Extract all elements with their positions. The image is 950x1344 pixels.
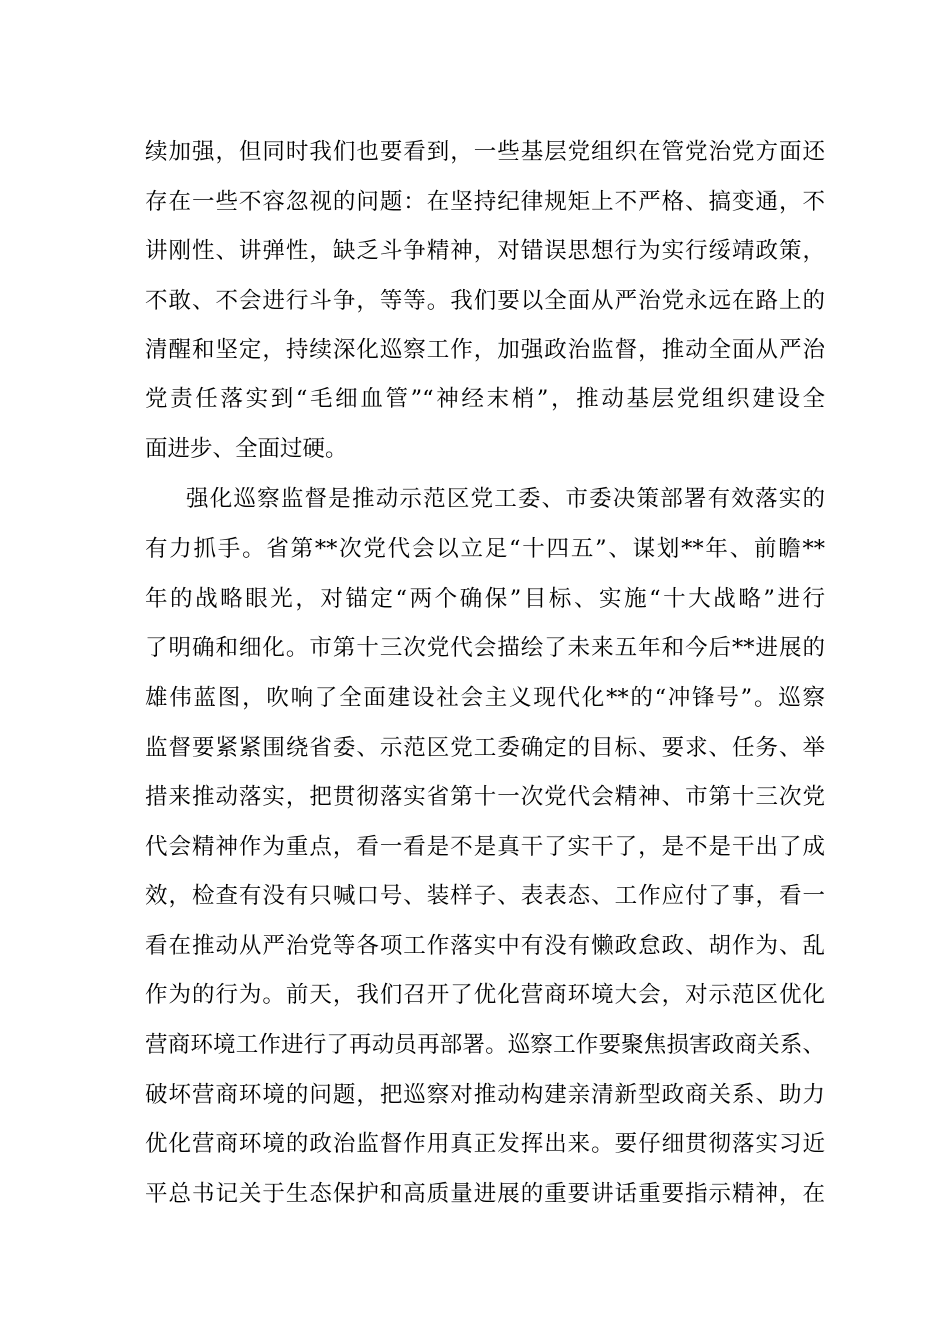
text-line: 年的战略眼光，对锚定“两个确保”目标、实施“十大战略”进行 [145,586,825,612]
text-line: 破坏营商环境的问题，把巡察对推动构建亲清新型政商关系、助力 [145,1082,825,1108]
text-line: 续加强，但同时我们也要看到，一些基层党组织在管党治党方面还 [145,139,825,165]
text-line: 效，检查有没有只喊口号、装样子、表表态、工作应付了事，看一 [145,883,825,909]
text-line: 营商环境工作进行了再动员再部署。巡察工作要聚焦损害政商关系、 [145,1032,825,1058]
text-line: 措来推动落实，把贯彻落实省第十一次党代会精神、市第十三次党 [145,784,825,810]
text-line: 看在推动从严治党等各项工作落实中有没有懒政怠政、胡作为、乱 [145,933,825,959]
text-line: 代会精神作为重点，看一看是不是真干了实干了，是不是干出了成 [145,834,825,860]
text-line: 平总书记关于生态保护和高质量进展的重要讲话重要指示精神，在 [145,1181,825,1207]
text-line: 不敢、不会进行斗争，等等。我们要以全面从严治党永远在路上的 [145,288,825,314]
text-line: 面进步、全面过硬。 [145,436,348,462]
text-line: 雄伟蓝图，吹响了全面建设社会主义现代化**的“冲锋号”。巡察 [145,685,825,711]
text-line: 党责任落实到“毛细血管”“神经末梢”，推动基层党组织建设全 [145,386,825,412]
text-line: 强化巡察监督是推动示范区党工委、市委决策部署有效落实的 [186,486,825,512]
text-line: 监督要紧紧围绕省委、示范区党工委确定的目标、要求、任务、举 [145,735,825,761]
text-line: 清醒和坚定，持续深化巡察工作，加强政治监督，推动全面从严治 [145,337,825,363]
text-line: 了明确和细化。市第十三次党代会描绘了未来五年和今后**进展的 [145,635,825,661]
text-line: 存在一些不容忽视的问题：在坚持纪律规矩上不严格、搞变通，不 [145,189,825,215]
text-line: 讲刚性、讲弹性，缺乏斗争精神，对错误思想行为实行绥靖政策， [145,238,825,264]
text-line: 作为的行为。前天，我们召开了优化营商环境大会，对示范区优化 [145,982,825,1008]
text-line: 有力抓手。省第**次党代会以立足“十四五”、谋划**年、前瞻** [145,536,825,562]
text-line: 优化营商环境的政治监督作用真正发挥出来。要仔细贯彻落实习近 [145,1131,825,1157]
